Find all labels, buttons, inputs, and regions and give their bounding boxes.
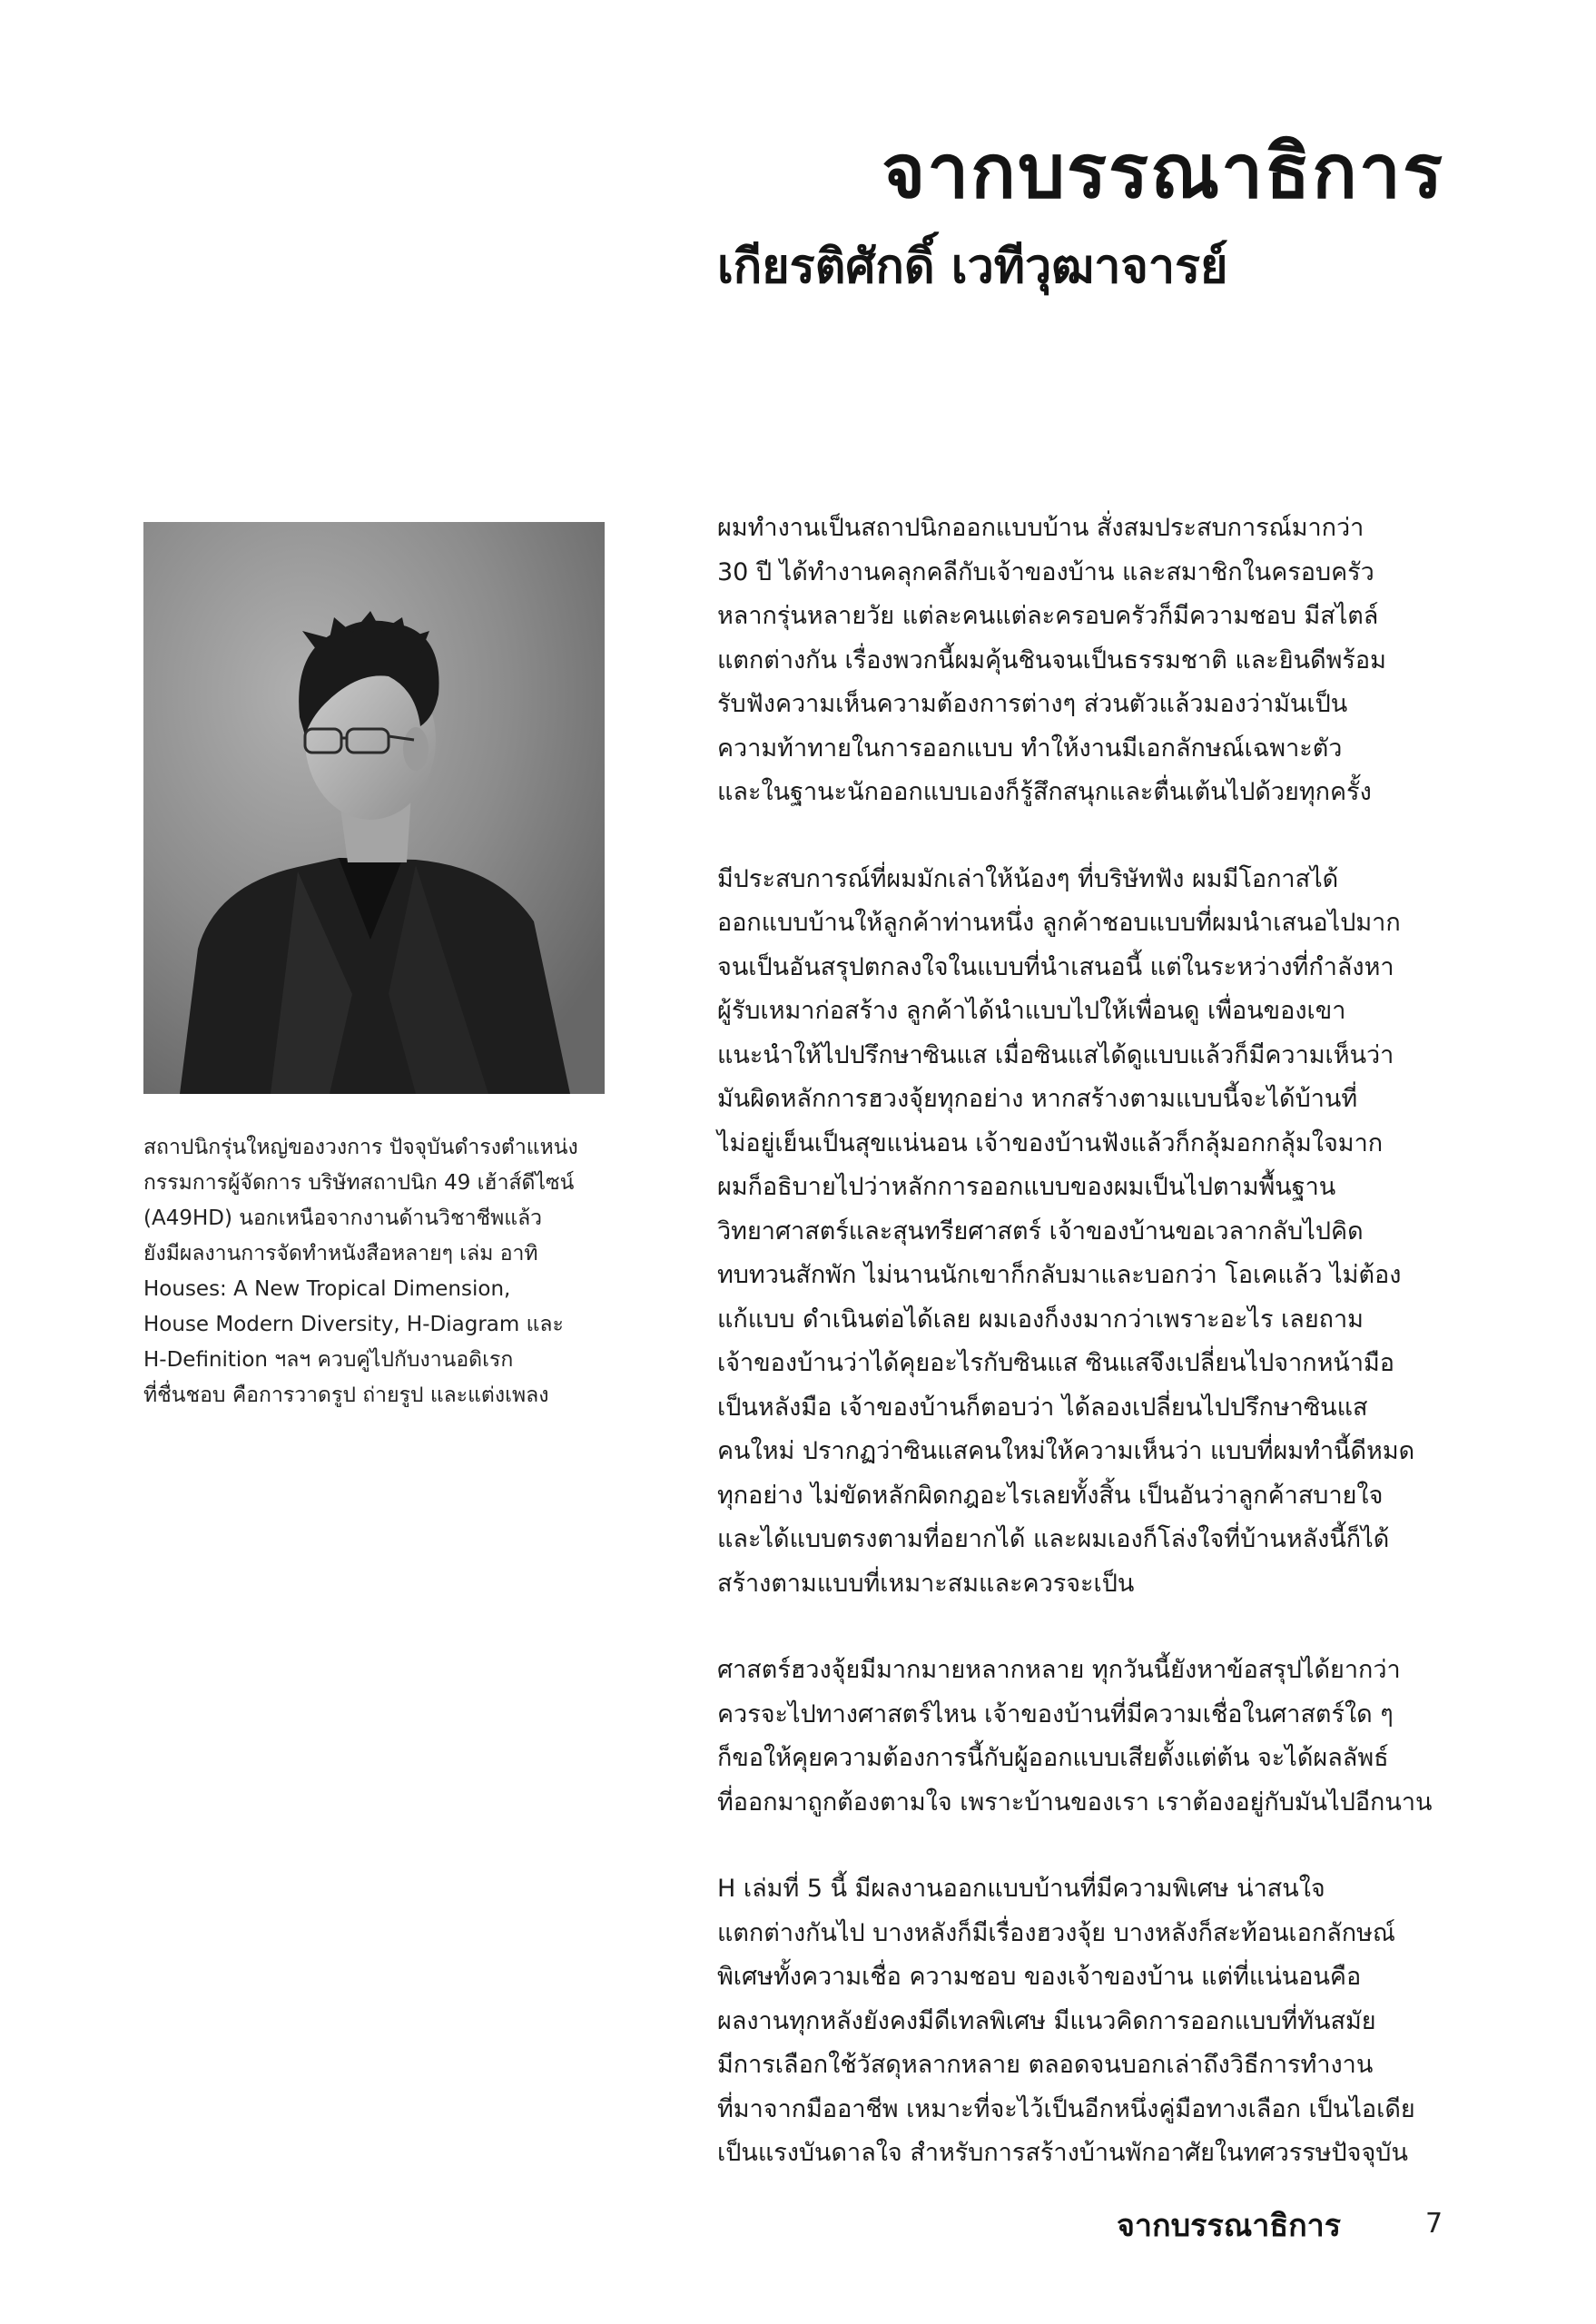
body-line: ผมก็อธิบายไปว่าหลักการออกแบบของผมเป็นไปตามพื้นฐาน [717, 1173, 1336, 1201]
paragraph-3 [717, 1649, 1453, 1825]
body-line: ผมทำงานเป็นสถาปนิกออกแบบบ้าน สั่งสมประสบการณ์มากว่า [717, 514, 1364, 542]
portrait-photo-icon [143, 522, 605, 1094]
body-line: รับฟังความเห็นความต้องการต่างๆ ส่วนตัวแล้วมองว่ามันเป็น [717, 690, 1348, 718]
body-line: สร้างตามแบบที่เหมาะสมและควรจะเป็น [717, 1569, 1135, 1598]
body-line: จนเป็นอันสรุปตกลงใจในแบบที่นำเสนอนี้ แต่ในระหว่างที่กำลังหา [717, 952, 1394, 981]
body-line: และได้แบบตรงตามที่อยากได้ และผมเองก็โล่งใจที่บ้านหลังนี้ก็ได้ [717, 1525, 1390, 1553]
body-line: วิทยาศาสตร์และสุนทรียศาสตร์ เจ้าของบ้านขอเวลากลับไปคิด [717, 1216, 1364, 1246]
body-line: มีการเลือกใช้วัสดุหลากหลาย ตลอดจนบอกเล่าถึงวิธีการทำงาน [717, 2051, 1374, 2079]
caption-line: Houses: A New Tropical Dimension, [143, 1277, 511, 1301]
author-bio-caption [143, 1130, 616, 1413]
paragraph-2 [717, 858, 1453, 1607]
author-portrait [143, 522, 605, 1094]
body-line: เจ้าของบ้านว่าได้คุยอะไรกับซินแส ซินแสจึงเปลี่ยนไปจากหน้ามือ [717, 1349, 1395, 1377]
body-line: แตกต่างกันไป บางหลังก็มีเรื่องฮวงจุ้ย บางหลังก็สะท้อนเอกลักษณ์ [717, 1918, 1395, 1947]
body-line: ศาสตร์ฮวงจุ้ยมีมากมายหลากหลาย ทุกวันนี้ยังหาข้อสรุปได้ยากว่า [717, 1656, 1401, 1684]
body-line: ที่มาจากมืออาชีพ เหมาะที่จะไว้เป็นอีกหนึ่งคู่มือทางเลือก เป็นไอเดีย [717, 2094, 1415, 2123]
body-line: แก้แบบ ดำเนินต่อได้เลย ผมเองก็งงมากว่าเพราะอะไร เลยถาม [717, 1305, 1364, 1334]
body-line: เป็นแรงบันดาลใจ สำหรับการสร้างบ้านพักอาศัยในทศวรรษปัจจุบัน [717, 2139, 1408, 2167]
caption-line: (A49HD) นอกเหนือจากงานด้านวิชาชีพแล้ว [143, 1206, 543, 1230]
body-line: ควรจะไปทางศาสตร์ไหน เจ้าของบ้านที่มีความเชื่อในศาสตร์ใด ๆ [717, 1699, 1394, 1728]
caption-line: H-Definition ฯลฯ ควบคู่ไปกับงานอดิเรก [143, 1348, 514, 1372]
body-line: H เล่มที่ 5 นี้ มีผลงานออกแบบบ้านที่มีความพิเศษ น่าสนใจ [717, 1875, 1325, 1903]
body-line: แตกต่างกัน เรื่องพวกนี้ผมคุ้นชินจนเป็นธรรมชาติ และยินดีพร้อม [717, 645, 1386, 675]
caption-line: House Modern Diversity, H-Diagram และ [143, 1313, 564, 1336]
body-line: หลากรุ่นหลายวัย แต่ละคนแต่ละครอบครัวก็มีความชอบ มีสไตล์ [717, 602, 1379, 630]
caption-line: ยังมีผลงานการจัดทำหนังสือหลายๆ เล่ม อาทิ [143, 1242, 538, 1265]
caption-line: ที่ชื่นชอบ คือการวาดรูป ถ่ายรูป และแต่งเพลง [143, 1384, 549, 1407]
body-line: เป็นหลังมือ เจ้าของบ้านก็ตอบว่า ได้ลองเปลี่ยนไปปรึกษาซินแส [717, 1393, 1368, 1422]
body-line: พิเศษทั้งความเชื่อ ความชอบ ของเจ้าของบ้าน แต่ที่แน่นอนคือ [717, 1963, 1362, 1991]
body-line: คนใหม่ ปรากฏว่าซินแสคนใหม่ให้ความเห็นว่า แบบที่ผมทำนี้ดีหมด [717, 1437, 1415, 1465]
page-title: จากบรรณาธิการ [882, 128, 1444, 215]
author-name: เกียรติศักดิ์ เวทีวุฒาจารย์ [717, 239, 1228, 294]
body-line: 30 ปี ได้ทำงานคลุกคลีกับเจ้าของบ้าน และสมาชิกในครอบครัว [717, 557, 1374, 586]
paragraph-4 [717, 1867, 1453, 2176]
body-line: มันผิดหลักการฮวงจุ้ยทุกอย่าง หากสร้างตามแบบนี้จะได้บ้านที่ [717, 1085, 1358, 1113]
body-line: ผู้รับเหมาก่อสร้าง ลูกค้าได้นำแบบไปให้เพื่อนดู เพื่อนของเขา [717, 997, 1346, 1025]
body-line: ไม่อยู่เย็นเป็นสุขแน่นอน เจ้าของบ้านฟังแล้วก็กลุ้มอกกลุ้มใจมาก [717, 1128, 1384, 1157]
body-line: ที่ออกมาถูกต้องตามใจ เพราะบ้านของเรา เราต้องอยู่กับมันไปอีกนาน [717, 1787, 1433, 1817]
caption-line: สถาปนิกรุ่นใหญ่ของวงการ ปัจจุบันดำรงตำแหน่ง [143, 1136, 578, 1159]
caption-line: กรรมการผู้จัดการ บริษัทสถาปนิก 49 เฮ้าส์ดีไซน์ [143, 1171, 575, 1195]
body-line: และในฐานะนักออกแบบเองก็รู้สึกสนุกและตื่นเต้นไปด้วยทุกครั้ง [717, 778, 1372, 806]
paragraph-1 [717, 507, 1453, 815]
body-line: ทุกอย่าง ไม่ขัดหลักผิดกฎอะไรเลยทั้งสิ้น เป็นอันว่าลูกค้าสบายใจ [717, 1481, 1384, 1510]
body-line: ทบทวนสักพัก ไม่นานนักเขาก็กลับมาและบอกว่า โอเคแล้ว ไม่ต้อง [717, 1261, 1402, 1289]
page-number: 7 [1425, 2208, 1443, 2240]
editorial-body [717, 507, 1453, 2219]
body-line: ความท้าทายในการออกแบบ ทำให้งานมีเอกลักษณ์เฉพาะตัว [717, 734, 1343, 763]
body-line: ผลงานทุกหลังยังคงมีดีเทลพิเศษ มีแนวคิดการออกแบบที่ทันสมัย [717, 2006, 1376, 2035]
body-line: แนะนำให้ไปปรึกษาซินแส เมื่อซินแสได้ดูแบบแล้วก็มีความเห็นว่า [717, 1040, 1394, 1069]
footer-section-title: จากบรรณาธิการ [1117, 2208, 1342, 2244]
body-line: มีประสบการณ์ที่ผมมักเล่าให้น้องๆ ที่บริษัทฟัง ผมมีโอกาสได้ [717, 864, 1339, 893]
body-line: ก็ขอให้คุยความต้องการนี้กับผู้ออกแบบเสียตั้งแต่ต้น จะได้ผลลัพธ์ [717, 1744, 1389, 1772]
body-line: ออกแบบบ้านให้ลูกค้าท่านหนึ่ง ลูกค้าชอบแบบที่ผมนำเสนอไปมาก [717, 909, 1401, 937]
